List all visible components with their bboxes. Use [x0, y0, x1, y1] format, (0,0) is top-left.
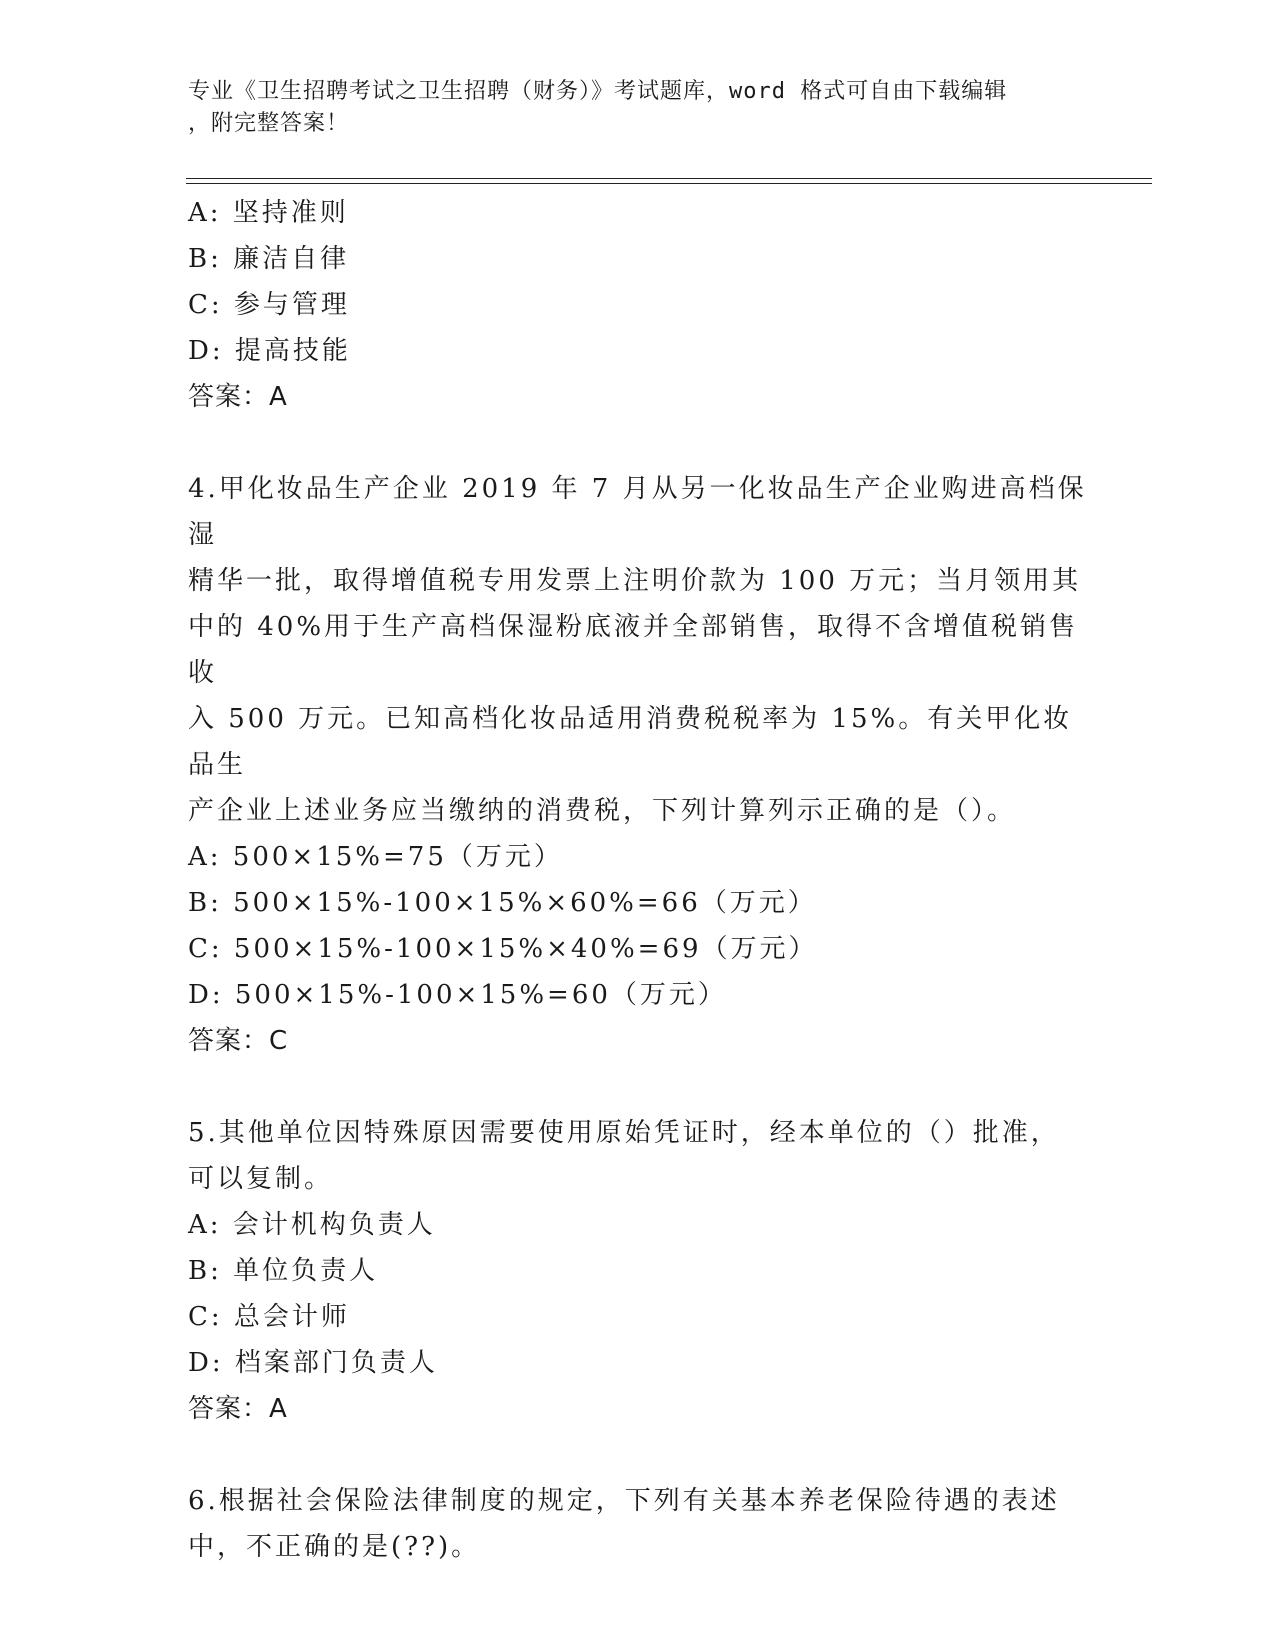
question-stem-line: 可以复制。: [188, 1164, 334, 1194]
option-c: C: 总会计师: [188, 1302, 350, 1332]
option-d: D: 档案部门负责人: [188, 1348, 438, 1378]
header-line-2: ，附完整答案！: [188, 111, 350, 136]
spacer: [188, 420, 1088, 466]
spacer: [188, 1064, 1088, 1110]
header-divider-bottom: [186, 183, 1152, 184]
option-c: C: 500×15%-100×15%×40%=69（万元）: [188, 934, 818, 964]
answer: 答案：C: [188, 1026, 289, 1056]
question-stem-line: 产企业上述业务应当缴纳的消费税，下列计算列示正确的是（）。: [188, 796, 1017, 826]
option-d: D: 提高技能: [188, 336, 351, 366]
question-stem-line: 入 500 万元。已知高档化妆品适用消费税税率为 15%。有关甲化妆品生: [188, 704, 1073, 780]
question-5: [188, 1110, 1088, 1432]
answer: 答案：A: [188, 382, 288, 412]
option-d: D: 500×15%-100×15%=60（万元）: [188, 980, 727, 1010]
question-stem-line: 中，不正确的是(??)。: [188, 1532, 481, 1562]
answer: 答案：A: [188, 1394, 288, 1424]
question-4: [188, 466, 1088, 1064]
option-a: A: 坚持准则: [188, 198, 349, 228]
question-3: [188, 190, 1088, 420]
option-a: A: 会计机构负责人: [188, 1210, 436, 1240]
option-b: B: 单位负责人: [188, 1256, 379, 1286]
document-header: [188, 76, 1068, 140]
question-stem-line: 中的 40%用于生产高档保湿粉底液并全部销售，取得不含增值税销售收: [188, 612, 1079, 688]
option-b: B: 廉洁自律: [188, 244, 350, 274]
header-line-1: 专业《卫生招聘考试之卫生招聘（财务）》考试题库，word 格式可自由下载编辑: [188, 79, 1008, 104]
question-6: [188, 1478, 1088, 1570]
question-stem-line: 5.其他单位因特殊原因需要使用原始凭证时，经本单位的（）批准，: [188, 1118, 1060, 1148]
header-divider-top: [186, 178, 1152, 179]
question-stem-line: 精华一批，取得增值税专用发票上注明价款为 100 万元；当月领用其: [188, 566, 1082, 596]
spacer: [188, 1432, 1088, 1478]
option-a: A: 500×15%=75（万元）: [188, 842, 563, 872]
question-stem-line: 4.甲化妆品生产企业 2019 年 7 月从另一化妆品生产企业购进高档保湿: [188, 474, 1087, 550]
option-c: C: 参与管理: [188, 290, 350, 320]
question-content: [188, 190, 1088, 1570]
question-stem-line: 6.根据社会保险法律制度的规定，下列有关基本养老保险待遇的表述: [188, 1486, 1060, 1516]
option-b: B: 500×15%-100×15%×60%=66（万元）: [188, 888, 817, 918]
